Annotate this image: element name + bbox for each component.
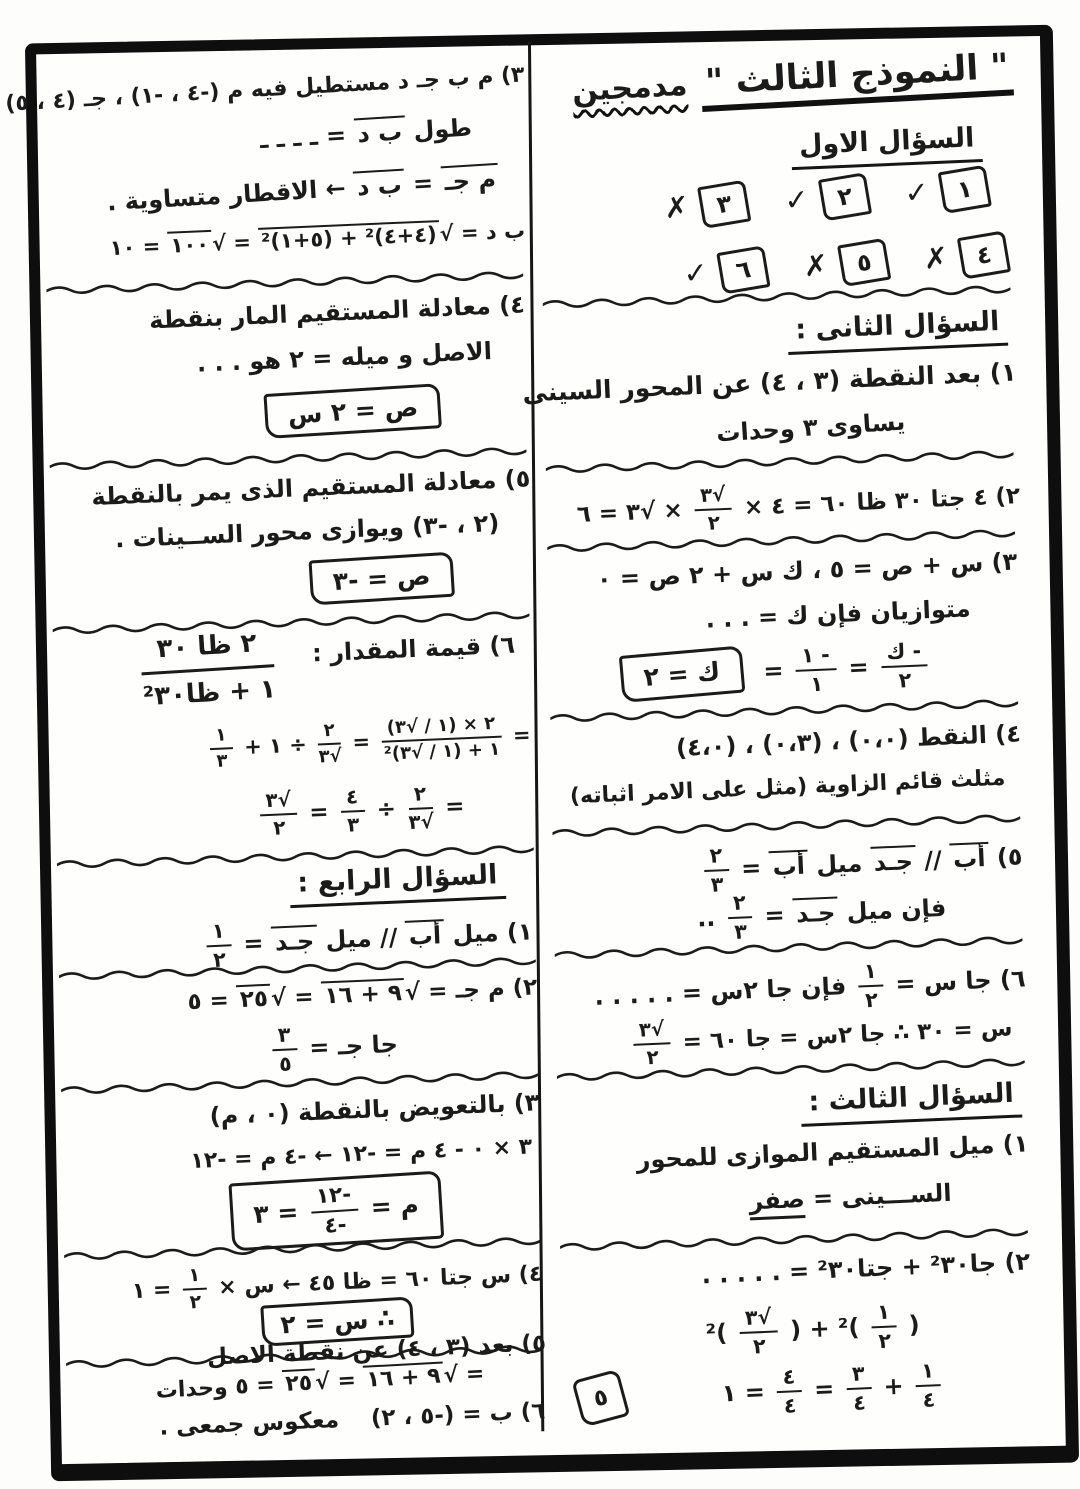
q3-item3-line3: م جـ = ب د ← الاقطار متساوية . (106, 164, 499, 218)
q3-item3-line2: طول ب د = ـ ـ ـ ـ (258, 113, 473, 155)
x-mark-icon: ✗ (802, 247, 830, 284)
q1-answer-6 (680, 248, 769, 295)
q4-item5-line2: = √٩ + ١٦ = √٢٥ = ٥ وحدات (155, 1361, 486, 1404)
x-mark-icon: ✗ (663, 189, 690, 225)
q3-item6-fraction-numerator: ٢ ظا ٣٠ (139, 627, 274, 675)
check-mark-icon: ✓ (783, 181, 810, 218)
q3-item1-line1: ١) ميل المستقيم الموازى للمحور (635, 1129, 1029, 1175)
q3-item5-answer-box: ص = -٣ (309, 552, 455, 606)
q1-answer-6-number-box: ٦ (717, 245, 771, 294)
q2-item6-line1: ٦) جا س = ١ ٢ فإن جا ٢س = . . . . . (593, 958, 1026, 1013)
q3-item2-line1: ٢) جا²٣٠ + جتا²٣٠ = . . . . . (701, 1247, 1031, 1290)
q4-item4-answer-box: ∴ س = ٢ (260, 1296, 414, 1346)
q3-item5-line1: ٥) معادلة المستقيم الذى يمر بالنقطة (90, 464, 531, 512)
q4-item4-line1: ٤) س جتا ٦٠ = ظا ٤٥ ← س × ١ ٢ = ١ (131, 1261, 544, 1314)
page-border-frame (4, 25, 1079, 1482)
q2-item2-line: ٢) ٤ جتا ٣٠ ظا ٦٠ = ٤ × √٣ ٢ × √٣ = ٦ (576, 482, 1021, 535)
question3-heading-text: السؤال الثالث : (799, 1077, 1022, 1126)
question2-heading-text: السؤال الثانى : (787, 306, 1009, 355)
q3-item5-line2: (٢ ، -٣) ويوازى محور الســينات . (114, 508, 500, 554)
q2-item1-line1: ١) بعد النقطة (٣ ، ٤) عن المحور السينى (521, 357, 1017, 408)
q4-item2-line1: ٢) م جـ = √٩ + ١٦ = √٢٥ = ٥ (187, 974, 538, 1016)
q3-item6-expression-fraction (139, 627, 277, 712)
q1-answer-4 (920, 233, 1009, 280)
q4-item3-answer-box: م = -١٢ -٤ = ٣ (228, 1171, 443, 1252)
q2-item3-working: - ك ٢ = - ١ ١ = (763, 650, 932, 685)
q4-item3-line2: ٣ × ٠ - ٤ م = -١٢ ← -٤ م = -١٢ (190, 1134, 533, 1175)
x-mark-icon: ✗ (922, 240, 950, 276)
q3-item6-label: ٦) قيمة المقدار : (311, 630, 516, 668)
question2-heading (787, 305, 1008, 348)
q1-answers-row-1 (661, 167, 990, 229)
q1-answer-4-number-box: ٤ (957, 230, 1011, 279)
check-mark-icon: ✓ (682, 255, 709, 291)
q4-item1-line: ١) ميل أب // ميل جـد = ١ ٢ (201, 907, 533, 971)
question1-heading (790, 121, 983, 163)
q2-item5-line1: ٥) أب // جـد ميل أب = ٢ ٣ (700, 832, 1024, 896)
right-column (521, 36, 1042, 1455)
section-separator-wavy-line (546, 447, 1014, 477)
q3-item3-line1: ٣) م ب جـ د مستطيل فيه م (-٤ ، -١) ، جـ (٤ ، ٥) (4, 62, 526, 117)
q1-answer-1-number-box: ١ (938, 165, 992, 214)
q3-item3-line4: ب د = √(٤+٤)² + (٥+١)² = √١٠٠ = ١٠ (109, 218, 526, 261)
q3-item6-fraction-denominator: ١ + ظا²٣٠ (142, 674, 277, 713)
q2-item3-line1: ٣) س + ص = ٥ ، ك س + ٢ ص = ٠ (596, 547, 1019, 594)
q3-item4-line1: ٤) معادلة المستقيم المار بنقطة (148, 290, 526, 335)
q4-item5-line1: ٥) بعد (٣ ، ٤) عن نقطة الاصل (206, 1330, 547, 1371)
q2-item4-line1: ٤) النقط (٠،٠) ، (٠،٣) ، (٤،٠) (675, 719, 1022, 763)
question1-heading-text: السؤال الاول (790, 122, 983, 170)
q2-item4-line2: مثلث قائم الزاوية (مثل على الامر اثباته) (569, 765, 1007, 810)
question4-heading-text: السؤال الرابع : (289, 859, 507, 908)
question4-heading (289, 858, 506, 901)
q2-item5-line2: فإن ميل جـد = ٢ ٣ .. (696, 890, 947, 944)
q1-answer-5-number-box: ٥ (837, 238, 891, 287)
page-title-tag: مدمجين (571, 67, 689, 109)
q3-item6-working-line2: = ٢ √٣ ÷ ٤ ٣ = √٣ ٢ (255, 783, 465, 840)
q1-answer-2-number-box: ٢ (818, 172, 872, 221)
q2-item3-answer-box: ك = ٢ (619, 646, 745, 704)
q2-item3-line2: متوازيان فإن ك = . . . (705, 594, 972, 634)
page-number-badge: ٥ (571, 1369, 630, 1428)
q1-answer-3-number-box: ٣ (697, 180, 751, 229)
q1-answer-3 (661, 182, 750, 229)
left-column (4, 45, 556, 1464)
page-title-main: " النموذج الثالث " (700, 46, 1014, 112)
q3-item4-line2: الاصل و ميله = ٢ هو . . . (195, 337, 493, 378)
q2-item1-line2: يساوى ٣ وحدات (715, 407, 906, 448)
q2-item6-line2: س = ٣٠ ∴ جا ٢س = جا ٦٠ = √٣ ٢ (628, 1005, 1013, 1070)
q3-item1-line2-text: الســـينى = (803, 1178, 952, 1214)
q4-item3-line1: ٣) بالتعويض بالنقطة (٠ ، م) (209, 1088, 540, 1131)
q3-item2-line3: ١ ٤ + ٣ ٤ = ٤ ٤ = ١ (721, 1360, 946, 1420)
q1-answer-2 (781, 174, 870, 221)
q3-item1-answer-word: صفر (748, 1185, 805, 1216)
q4-item6-line: ٦) ب = (-٥ ، ٢) معكوس جمعى . (158, 1398, 546, 1441)
q3-item6-working-line1: = ٢ × (١ / √٣) ١ + (١ / √٣)² = ٢ √٣ ÷ ١ + ١ ٣ (205, 713, 532, 772)
q4-item2-line2: جا جـ = ٣ ٥ (268, 1020, 400, 1076)
check-mark-icon: ✓ (903, 174, 930, 210)
q2-item3-line3 (619, 640, 932, 703)
question3-heading (799, 1076, 1022, 1119)
q3-item1-line2 (748, 1178, 951, 1217)
q3-item4-answer-box: ص = ٢ س (263, 383, 442, 439)
q1-answer-1 (901, 167, 990, 214)
q1-answer-5 (800, 240, 889, 287)
page-title (571, 45, 1014, 112)
q3-item2-line2: ( ١ ٢ )² + ( √٣ ٢ )² (704, 1299, 921, 1359)
